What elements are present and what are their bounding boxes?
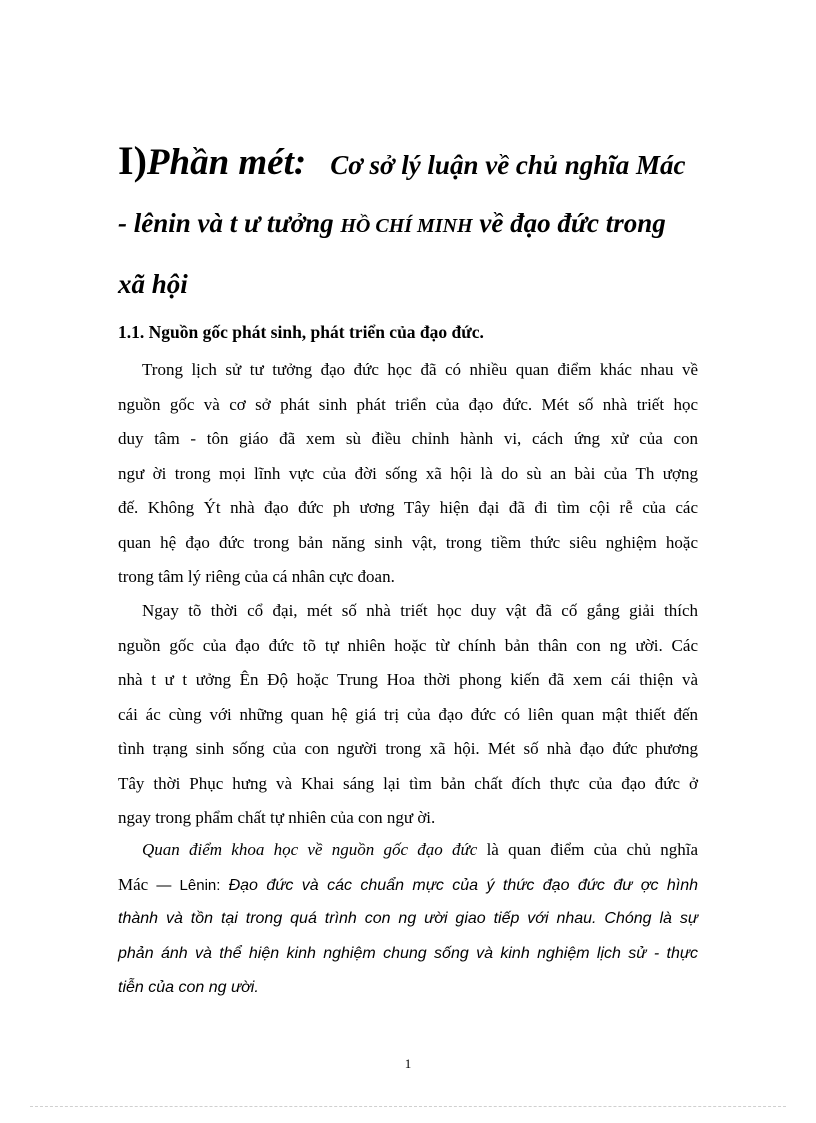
chapter-title-line-1: Cơ sở lý luận về chủ nghĩa Mác <box>330 150 686 180</box>
paragraph-text: Mác <box>118 874 157 894</box>
quote-line: phản ánh và thể hiện kinh nghiệm chung sống và kinh nghiệm lịch sử - thực <box>118 944 698 962</box>
chapter-title-caps: HỒ CHÍ MINH <box>340 215 473 237</box>
page-bottom-divider <box>30 1106 786 1107</box>
heading-line-2 <box>118 194 718 255</box>
chapter-part-label: Phần mét: <box>146 142 307 183</box>
paragraph-line: nguồn gốc và cơ sở phát sinh phát triển của đạo đức. Mét số nhà triết học <box>118 394 698 414</box>
paragraph-line <box>118 833 698 868</box>
paragraph-line <box>118 868 698 903</box>
paragraph-line: Trong lịch sử tư tưởng đạo đức học đã có nhiều quan điểm khác nhau về <box>142 360 698 379</box>
quote-text: Đạo đức và các chuẩn mực của ý thức đạo đức đư ợc hình <box>228 876 698 894</box>
paragraph-line: quan hệ đạo đức trong bản năng sinh vật, trong tiềm thức siêu nghiệm hoặc <box>118 532 698 552</box>
paragraph-2 <box>118 594 698 836</box>
paragraph-line: nhà t ư t ưởng Ên Độ hoặc Trung Hoa thời phong kiến đã xem cái thiện và <box>118 670 698 689</box>
paragraph-line: ngư ời trong mọi lĩnh vực của đời sống xã hội là do sù an bài của Th ượng <box>118 463 698 483</box>
paragraph-line: Ngay tõ thời cổ đại, mét số nhà triết học duy vật đã cố gắng giải thích <box>142 601 698 620</box>
quote-line: thành và tồn tại trong quá trình con ng ười giao tiếp với nhau. Chóng là sự <box>118 910 698 927</box>
paragraph-line: đế. Không Ýt nhà đạo đức ph ương Tây hiện đại đã đi tìm cội rễ của các <box>118 498 698 517</box>
paragraph-text: là quan điểm của chủ nghĩa <box>477 840 698 859</box>
quote-line: tiễn của con ng ười. <box>118 979 259 996</box>
chapter-heading <box>118 132 718 313</box>
paragraph-line: trong tâm lý riêng của cá nhân cực đoan. <box>118 567 395 586</box>
heading-line-3: xã hội <box>118 269 188 299</box>
heading-line-1 <box>118 132 718 194</box>
chapter-title-line-2-start: - lênin và t ư tưởng <box>118 208 341 238</box>
paragraph-1 <box>118 353 698 595</box>
page-number: 1 <box>404 1056 412 1071</box>
paragraph-3 <box>118 833 698 1006</box>
section-title: 1.1. Nguồn gốc phát sinh, phát triển của đạo đức. <box>118 322 484 342</box>
paragraph-line: duy tâm - tôn giáo đã xem sù điều chỉnh hành vi, cách ứng xử của con <box>118 429 698 448</box>
chapter-title-line-2-end: về đạo đức trong <box>472 208 666 238</box>
paragraph-line: ngay trong phẩm chất tự nhiên của con ngư ời. <box>118 808 436 827</box>
paragraph-line: tình trạng sinh sống của con người trong xã hội. Mét số nhà đạo đức phương <box>118 739 698 758</box>
chapter-roman-numeral: I) <box>118 138 147 183</box>
paragraph-line: nguồn gốc của đạo đức tõ tự nhiên hoặc từ chính bản thân con ng ười. Các <box>118 635 698 655</box>
paragraph-line: cái ác cùng với những quan hệ giá trị của đạo đức có liên quan mật thiết đến <box>118 704 698 724</box>
paragraph-line: Tây thời Phục hưng và Khai sáng lại tìm bản chất đích thực của đạo đức ở <box>118 773 698 793</box>
paragraph-text-sans: — Lênin: <box>156 876 229 894</box>
emphasis-text: Quan điểm khoa học về nguồn gốc đạo đức <box>142 840 478 859</box>
